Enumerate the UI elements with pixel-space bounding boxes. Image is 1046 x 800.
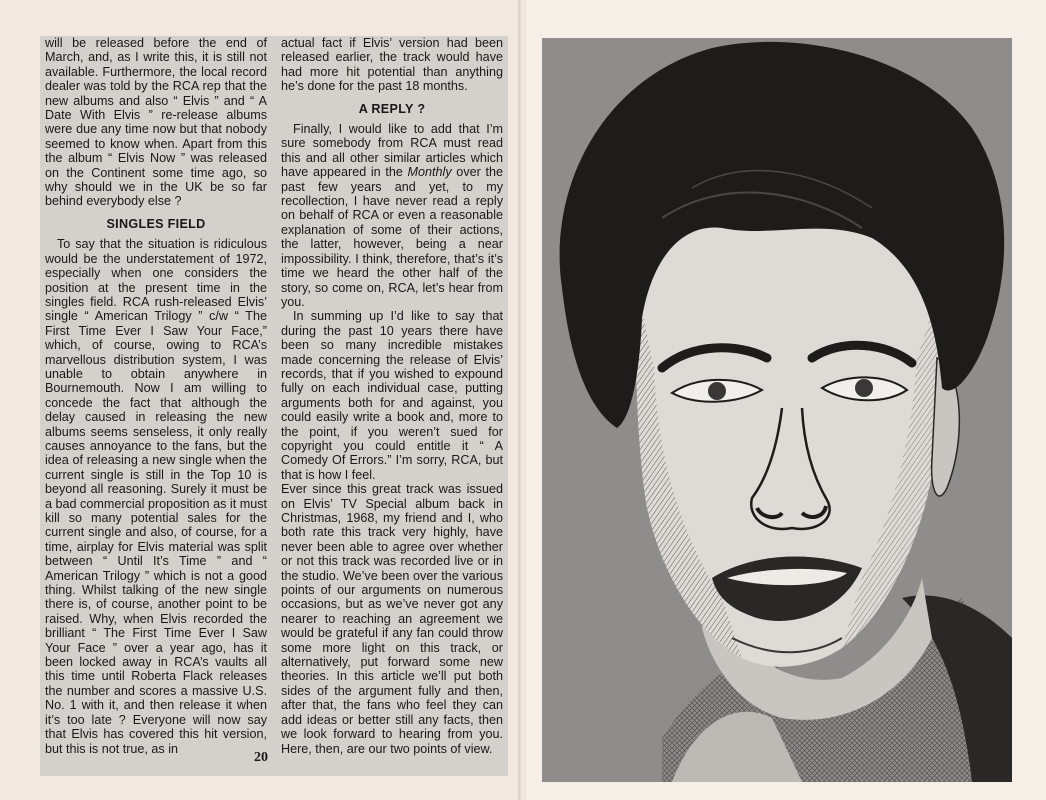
left-page [0,0,520,800]
text-column-2 [281,36,503,756]
paragraph [281,122,503,309]
paragraph: will be released before the end of March, and, as I write this, it is still not available. Furthermore, the local record dealer was told by the RCA rep that the new albums and also “ Elvis ” and “ A Date With Elvis ” re-release albums were due any time now but that nobody seemed to know when. Apart from this the album “ Elvis Now ” was released on the Continent some time ago, so why should we in the UK be so far behind everybody else ? [45,36,267,209]
portrait-illustration [542,38,1012,782]
paragraph-text: over the past few years and yet, to my recollection, I have never read a reply on behalf of RCA or even a reasonable explanation of some of their actions, the latter, however, being a near impossibility. I think, therefore, that’s it’s time we heard the other half of the story, so come on, RCA, let’s hear from you. [281,165,503,309]
section-heading-singles-field: SINGLES FIELD [106,216,206,231]
text-column-1 [45,36,267,756]
paragraph-text: Finally, I would like to add that I’m sure somebody from RCA must read this and all other similar articles which have appeared in the [281,122,503,180]
paragraph: actual fact if Elvis’ version had been released earlier, the track would have had more hit potential than anything he’s done for the past 18 months. [281,36,503,94]
page-gutter [518,0,526,800]
portrait-drawing [542,38,1012,782]
section-heading-a-reply: A REPLY ? [358,101,426,116]
page-number: 20 [254,750,268,765]
magazine-title: Monthly [407,165,452,180]
paragraph: To say that the situation is ridiculous would be the understatement of 1972, especially when one considers the position at the present time in the singles field. RCA rush-released Elvis’ single “ American Trilogy ” c/w “ The First Time Ever I Saw Your Face,” which, of course, owing to RCA’s marvellous distribution system, I was unable to obtain anywhere in Bournemouth. Now I am willing to concede the fact that although the delay caused in releasing the new albums seems senseless, it only really causes annoyance to the fans, but the idea of releasing a new single when the current single is still in the Top 10 is beyond all reasoning. Surely it must be a bad commercial proposition as it must kill so many potential sales for the current single and also, of course, for a time, airplay for Elvis material was split between “ Until It’s Time ” and “ American Trilogy ” which is not a good thing. Whilst talking of the new single there is, of course, another point to be raised. Why, when Elvis recorded the brilliant “ The First Time Ever I Saw Your Face ” over a year ago, has it been locked away in RCA’s vaults all this time until Roberta Flack releases the number and scores a massive U.S. No. 1 with it, and then release it when it’s too late ? Everyone will now say that Elvis has covered this hit version, but this is not true, as in [45,237,267,756]
paragraph: Ever since this great track was issued on Elvis’ TV Special album back in Christmas, 1968, my friend and I, who both rate this track very highly, have never been able to agree over whether or not this track was recorded live or in the studio. We’ve been over the various points of our arguments on numerous occasions, but as we’ve never got any nearer to reaching an agreement we would be grateful if any fan could throw some more light on this track, or alternatively, put forward some new theories. In this article we’ll put both sides of the argument fully and then, after that, the fans who feel they can add ideas or better still any facts, then we look forward to hearing from you. Here, then, are our two points of view. [281,482,503,756]
paragraph: In summing up I’d like to say that during the past 10 years there have been so many incredible mistakes made concerning the release of Elvis’ records, that if you wished to expound fully on each individual case, putting arguments both for and against, you could easily write a book and, more to the point, if you weren’t sued for copyright you could entitle it “ A Comedy Of Errors.” I’m sorry, RCA, but that is how I feel. [281,309,503,482]
